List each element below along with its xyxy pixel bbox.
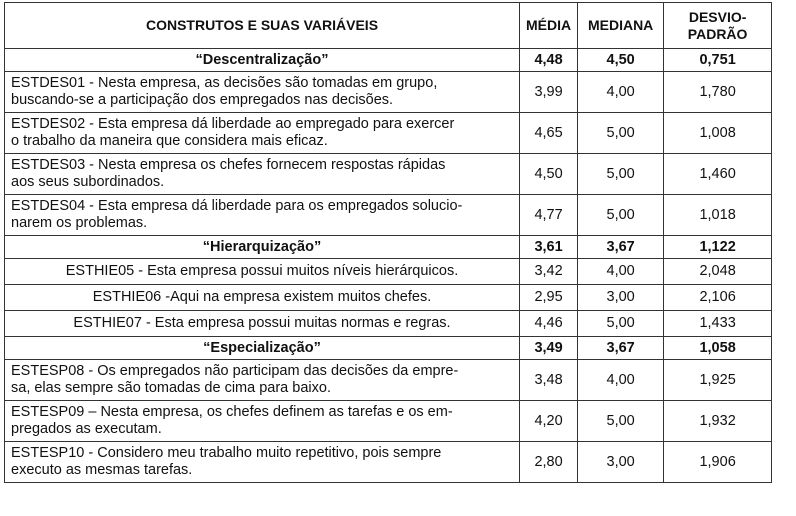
description-line2: o trabalho da maneira que considera mais eficaz. — [11, 133, 328, 149]
group-name: “Hierarquização” — [5, 236, 520, 259]
description-line2: pregados as executam. — [11, 421, 162, 437]
variable-mean: 3,48 — [520, 360, 578, 401]
variable-description — [5, 360, 520, 401]
header-construct: CONSTRUTOS E SUAS VARIÁVEIS — [5, 3, 520, 49]
variable-std-dev: 1,008 — [664, 113, 772, 154]
variable-mean: 2,80 — [520, 442, 578, 483]
group-row — [5, 49, 772, 72]
variable-median: 3,00 — [578, 442, 664, 483]
variable-std-dev: 1,780 — [664, 72, 772, 113]
group-std-dev: 0,751 — [664, 49, 772, 72]
variable-description — [5, 401, 520, 442]
variable-description — [5, 285, 520, 311]
variable-description — [5, 72, 520, 113]
variable-description — [5, 311, 520, 337]
group-name: “Especialização” — [5, 337, 520, 360]
group-row — [5, 236, 772, 259]
variable-description — [5, 259, 520, 285]
group-mean: 4,48 — [520, 49, 578, 72]
variable-std-dev: 1,018 — [664, 195, 772, 236]
variable-mean: 2,95 — [520, 285, 578, 311]
variable-description — [5, 113, 520, 154]
variable-std-dev: 2,106 — [664, 285, 772, 311]
variable-median: 4,00 — [578, 360, 664, 401]
variable-std-dev: 2,048 — [664, 259, 772, 285]
description-line1: ESTDES04 - Esta empresa dá liberdade para os empregados solucio- — [11, 198, 463, 214]
header-std-dev-line2: PADRÃO — [687, 25, 748, 42]
variable-mean: 4,20 — [520, 401, 578, 442]
variable-std-dev: 1,932 — [664, 401, 772, 442]
table-row — [5, 195, 772, 236]
variable-mean: 4,77 — [520, 195, 578, 236]
description-line1: ESTDES03 - Nesta empresa os chefes fornecem respostas rápidas — [11, 157, 446, 173]
table-row — [5, 401, 772, 442]
group-name: “Descentralização” — [5, 49, 520, 72]
table-row — [5, 113, 772, 154]
variable-description — [5, 154, 520, 195]
description-line1: ESTDES01 - Nesta empresa, as decisões são tomadas em grupo, — [11, 75, 438, 91]
header-std-dev — [664, 3, 772, 49]
variable-median: 5,00 — [578, 195, 664, 236]
table-row — [5, 442, 772, 483]
variable-std-dev: 1,433 — [664, 311, 772, 337]
variable-description — [5, 442, 520, 483]
variable-median: 5,00 — [578, 154, 664, 195]
variable-median: 4,00 — [578, 72, 664, 113]
table-row — [5, 72, 772, 113]
group-std-dev: 1,058 — [664, 337, 772, 360]
table-row — [5, 285, 772, 311]
group-mean: 3,49 — [520, 337, 578, 360]
table-row — [5, 259, 772, 285]
variable-mean: 4,46 — [520, 311, 578, 337]
variable-median: 5,00 — [578, 113, 664, 154]
group-std-dev: 1,122 — [664, 236, 772, 259]
header-mean: MÉDIA — [520, 3, 578, 49]
table-row — [5, 360, 772, 401]
variable-mean: 4,50 — [520, 154, 578, 195]
variable-description — [5, 195, 520, 236]
group-median: 3,67 — [578, 236, 664, 259]
description-line1: ESTDES02 - Esta empresa dá liberdade ao empregado para exercer — [11, 116, 455, 132]
header-std-dev-line1: DESVIO- — [688, 8, 747, 25]
description-line2: buscando-se a participação dos empregados nas decisões. — [11, 92, 394, 108]
group-median: 3,67 — [578, 337, 664, 360]
description-line2: sa, elas sempre são tomadas de cima para baixo. — [11, 380, 331, 396]
variable-median: 3,00 — [578, 285, 664, 311]
group-row — [5, 337, 772, 360]
description-line1: ESTHIE06 -Aqui na empresa existem muitos chefes. — [92, 289, 432, 305]
description-line1: ESTHIE07 - Esta empresa possui muitas normas e regras. — [73, 315, 451, 331]
variable-std-dev: 1,925 — [664, 360, 772, 401]
description-line2: aos seus subordinados. — [11, 174, 165, 190]
group-median: 4,50 — [578, 49, 664, 72]
statistics-table — [4, 2, 772, 483]
variable-std-dev: 1,906 — [664, 442, 772, 483]
table-row — [5, 311, 772, 337]
description-line1: ESTESP10 - Considero meu trabalho muito repetitivo, pois sempre — [11, 445, 442, 461]
description-line2: executo as mesmas tarefas. — [11, 462, 193, 478]
variable-mean: 3,99 — [520, 72, 578, 113]
variable-mean: 4,65 — [520, 113, 578, 154]
header-median: MEDIANA — [578, 3, 664, 49]
description-line2: narem os problemas. — [11, 215, 148, 231]
table-body — [5, 49, 772, 483]
variable-mean: 3,42 — [520, 259, 578, 285]
header-row — [5, 3, 772, 49]
group-mean: 3,61 — [520, 236, 578, 259]
table-row — [5, 154, 772, 195]
description-line1: ESTHIE05 - Esta empresa possui muitos níveis hierárquicos. — [65, 263, 459, 279]
variable-median: 5,00 — [578, 311, 664, 337]
description-line1: ESTESP08 - Os empregados não participam das decisões da empre- — [11, 363, 459, 379]
variable-median: 4,00 — [578, 259, 664, 285]
variable-median: 5,00 — [578, 401, 664, 442]
description-line1: ESTESP09 – Nesta empresa, os chefes definem as tarefas e os em- — [11, 404, 453, 420]
variable-std-dev: 1,460 — [664, 154, 772, 195]
